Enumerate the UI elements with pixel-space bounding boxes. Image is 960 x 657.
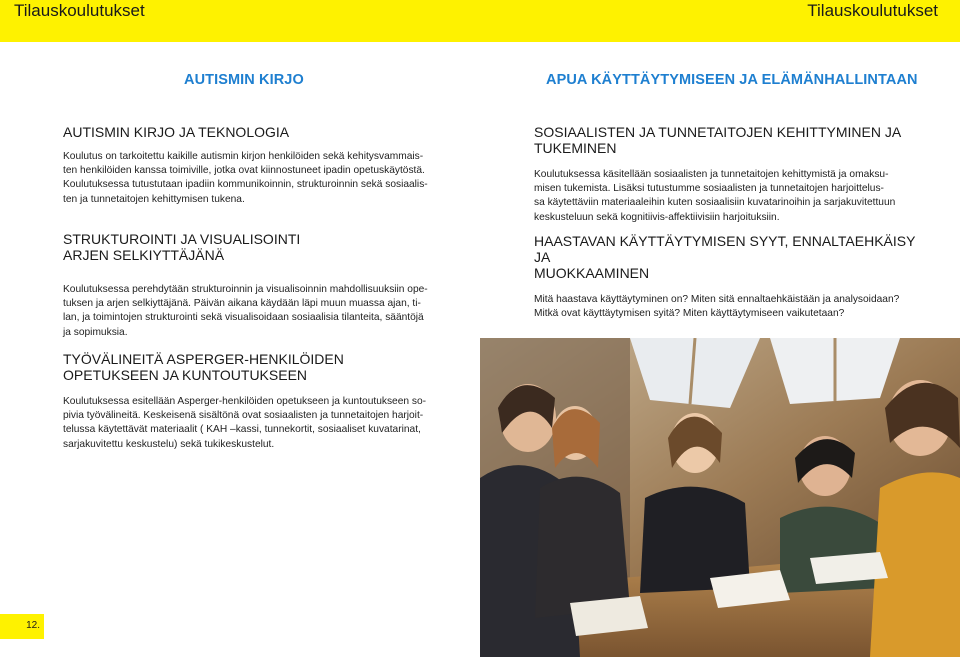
block-title-line: STRUKTUROINTI JA VISUALISOINTI <box>63 231 301 247</box>
section-heading-left: AUTISMIN KIRJO <box>184 72 304 88</box>
body-line: ten henkilöiden kanssa toimiville, jotka ovat kiinnostuneet ipadin opetuskäytöstä. <box>63 165 425 177</box>
block-title: AUTISMIN KIRJO JA TEKNOLOGIA <box>63 124 290 140</box>
block-social-skills <box>534 124 934 225</box>
block-title-line: TYÖVÄLINEITÄ ASPERGER-HENKILÖIDEN <box>63 351 344 367</box>
body-line: pivia työvälineitä. Keskeisenä sisältönä ovat sosiaalisten ja tunnetaitojen harjoit- <box>63 410 424 422</box>
block-title-line: OPETUKSEEN JA KUNTOUTUKSEEN <box>63 367 308 383</box>
body-line: ten ja tunnetaitojen kehittymisen tukena. <box>63 193 245 205</box>
block-title <box>63 231 463 263</box>
block-asperger-tools <box>63 351 463 452</box>
section-heading-right: APUA KÄYTTÄYTYMISEEN JA ELÄMÄNHALLINTAAN <box>546 72 918 88</box>
body-line: Koulutuksessa käsitellään sosiaalisten ja tunnetaitojen kehittymistä ja omaksu- <box>534 169 889 180</box>
body-line: Mitä haastava käyttäytyminen on? Miten sitä ennaltaehkäistään ja analysoidaan? <box>534 294 900 305</box>
body-line: keskusteluun sekä kognitiivis-affektiivisiin harjoituksiin. <box>534 211 780 223</box>
header-title-right: Tilauskoulutukset <box>807 1 938 20</box>
training-photo <box>480 338 960 657</box>
body-line: telussa käytettävät materiaalit ( KAH –kassi, tunnekortit, sosiaaliset kuvatarinat, <box>63 424 421 436</box>
body-line: sarjakuvitettu keskustelu) sekä tukikeskustelut. <box>63 438 275 450</box>
block-title-line: SOSIAALISTEN JA TUNNETAITOJEN KEHITTYMINEN JA <box>534 124 902 140</box>
block-challenging-behaviour <box>534 233 934 321</box>
block-autism-technology <box>63 124 463 207</box>
body-line: misen tukemista. Lisäksi tutustumme sosiaalisten ja tunnetaitojen harjoittelus- <box>534 183 884 195</box>
body-line: Mitkä ovat käyttäytymisen syitä? Miten käyttäytymiseen vaikutetaan? <box>534 308 845 320</box>
block-title <box>63 351 463 383</box>
body-line: Koulutuksessa perehdytään strukturoinnin ja visualisoinnin mahdollisuuksiin ope- <box>63 284 428 295</box>
body-line: Koulutus on tarkoitettu kaikille autismin kirjon henkilöiden sekä kehitysvammais- <box>63 151 424 162</box>
block-title-line: ARJEN SELKIYTTÄJÄNÄ <box>63 247 225 263</box>
header-title-left: Tilauskoulutukset <box>14 1 145 20</box>
block-title <box>534 124 934 156</box>
body-line: tuksen ja arjen selkiyttäjänä. Päivän aikana käydään läpi muun muassa ajan, ti- <box>63 298 421 310</box>
page-number: 12. <box>26 620 40 631</box>
photo-illustration <box>480 338 960 657</box>
block-title-line: TUKEMINEN <box>534 140 617 156</box>
body-line: Koulutuksessa tutustutaan ipadiin kommunikoinnin, strukturoinnin sekä sosiaalis- <box>63 179 428 191</box>
block-structuring <box>63 231 463 340</box>
block-title-line: HAASTAVAN KÄYTTÄYTYMISEN SYYT, ENNALTAEHKÄISY JA <box>534 233 916 265</box>
block-title <box>534 233 934 281</box>
body-line: sa käytettäviin materiaaleihin kuten sosiaalisiin kuvatarinoihin ja sarjakuvitettuun <box>534 197 896 209</box>
block-title-line: MUOKKAAMINEN <box>534 265 650 281</box>
body-line: Koulutuksessa esitellään Asperger-henkilöiden opetukseen ja kuntoutukseen so- <box>63 396 427 407</box>
body-line: lan, ja toimintojen strukturointi sekä visualisoidaan sosiaalisia tilanteita, sääntöjä <box>63 312 424 324</box>
body-line: ja sopimuksia. <box>63 326 128 338</box>
